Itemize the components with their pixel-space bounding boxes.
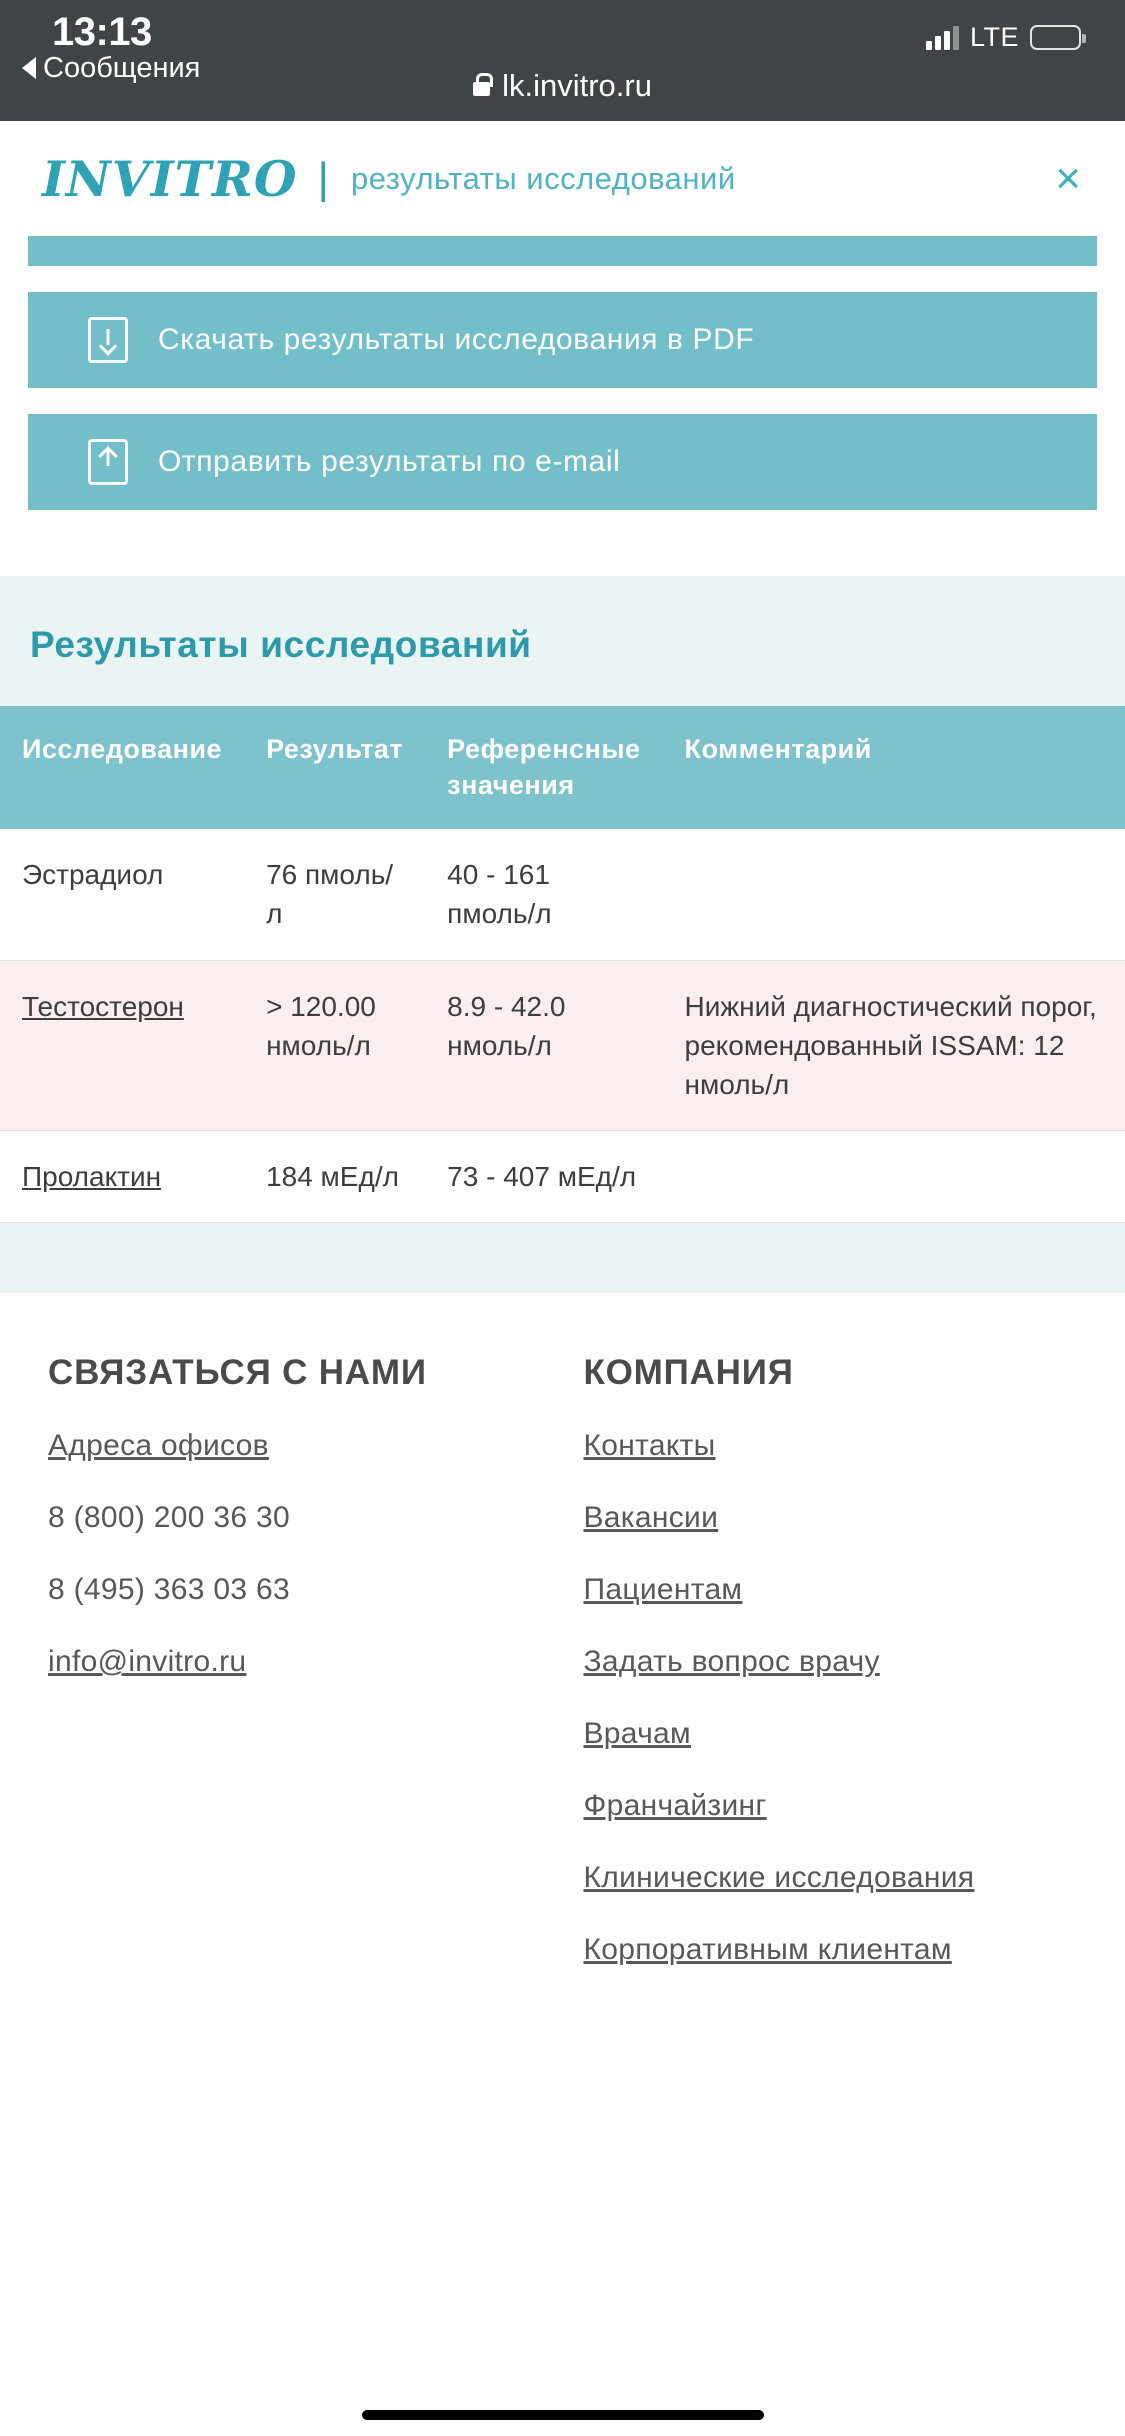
lock-icon [473, 82, 490, 96]
test-name[interactable]: Тестостерон [0, 960, 244, 1131]
column-header-result: Результат [244, 706, 425, 829]
site-header [0, 121, 1125, 236]
section-spacer [0, 1223, 1125, 1293]
footer-link-contacts[interactable]: Контакты [583, 1429, 716, 1463]
footer-column-company [542, 1353, 1078, 2005]
test-reference: 73 - 407 мЕд/л [425, 1131, 662, 1223]
download-icon [88, 317, 128, 363]
download-pdf-label: Скачать результаты исследования в PDF [158, 323, 755, 356]
footer-column-contact [48, 1353, 542, 2005]
send-email-button[interactable] [28, 414, 1097, 510]
url-text: lk.invitro.ru [502, 68, 652, 103]
status-bar-clock: 13:13 [52, 10, 152, 54]
footer-link-corporate-clients[interactable]: Корпоративным клиентам [583, 1933, 952, 1967]
column-header-reference: Референсные значения [425, 706, 662, 829]
footer-heading-contact: СВЯЗАТЬСЯ С НАМИ [48, 1353, 427, 1393]
footer-phone-primary: 8 (800) 200 36 30 [48, 1501, 290, 1535]
footer-link-doctors[interactable]: Врачам [583, 1717, 691, 1751]
test-name: Эстрадиол [0, 829, 244, 960]
status-bar-indicators [926, 22, 1081, 53]
test-result: 184 мЕд/л [244, 1131, 425, 1223]
footer-heading-company: КОМПАНИЯ [583, 1353, 794, 1393]
footer-link-ask-doctor[interactable]: Задать вопрос врачу [583, 1645, 880, 1679]
network-type-label: LTE [969, 22, 1019, 52]
test-result: > 120.00 нмоль/л [244, 960, 425, 1131]
home-indicator[interactable] [362, 2410, 764, 2420]
test-result: 76 пмоль/л [244, 829, 425, 960]
footer-link-email[interactable]: info@invitro.ru [48, 1645, 247, 1679]
logo-divider: | [317, 153, 329, 203]
results-table [0, 706, 1125, 1223]
footer-link-franchising[interactable]: Франчайзинг [583, 1789, 767, 1823]
address-bar[interactable] [0, 68, 1125, 104]
test-reference: 40 - 161 пмоль/л [425, 829, 662, 960]
test-comment: Нижний диагностический порог, рекомендованный ISSAM: 12 нмоль/л [663, 960, 1125, 1131]
battery-icon [1030, 25, 1081, 50]
footer-link-vacancies[interactable]: Вакансии [583, 1501, 719, 1535]
results-section [0, 576, 1125, 1293]
column-header-test: Исследование [0, 706, 244, 829]
test-name[interactable]: Пролактин [0, 1131, 244, 1223]
table-header-row [0, 706, 1125, 829]
footer-link-offices[interactable]: Адреса офисов [48, 1429, 269, 1463]
partial-action-button[interactable] [28, 236, 1097, 266]
table-row [0, 829, 1125, 960]
send-email-label: Отправить результаты по e-mail [158, 445, 621, 478]
results-title: Результаты исследований [30, 624, 532, 665]
site-footer [0, 1293, 1125, 2005]
close-icon[interactable]: × [1055, 153, 1081, 203]
header-subtitle: результаты исследований [350, 160, 736, 196]
actions-panel [0, 236, 1125, 576]
table-row [0, 960, 1125, 1131]
download-pdf-button[interactable] [28, 292, 1097, 388]
footer-link-clinical-research[interactable]: Клинические исследования [583, 1861, 975, 1895]
footer-link-patients[interactable]: Пациентам [583, 1573, 743, 1607]
browser-chrome [0, 0, 1125, 121]
test-comment [663, 829, 1125, 960]
share-icon [88, 439, 128, 485]
test-comment [663, 1131, 1125, 1223]
invitro-logo[interactable]: INVITRO [42, 149, 298, 208]
table-row [0, 1131, 1125, 1223]
column-header-comment: Комментарий [663, 706, 1125, 829]
footer-phone-secondary: 8 (495) 363 03 63 [48, 1573, 290, 1607]
back-app-label: Сообщения [43, 52, 201, 84]
signal-strength-icon [926, 26, 959, 50]
test-reference: 8.9 - 42.0 нмоль/л [425, 960, 662, 1131]
